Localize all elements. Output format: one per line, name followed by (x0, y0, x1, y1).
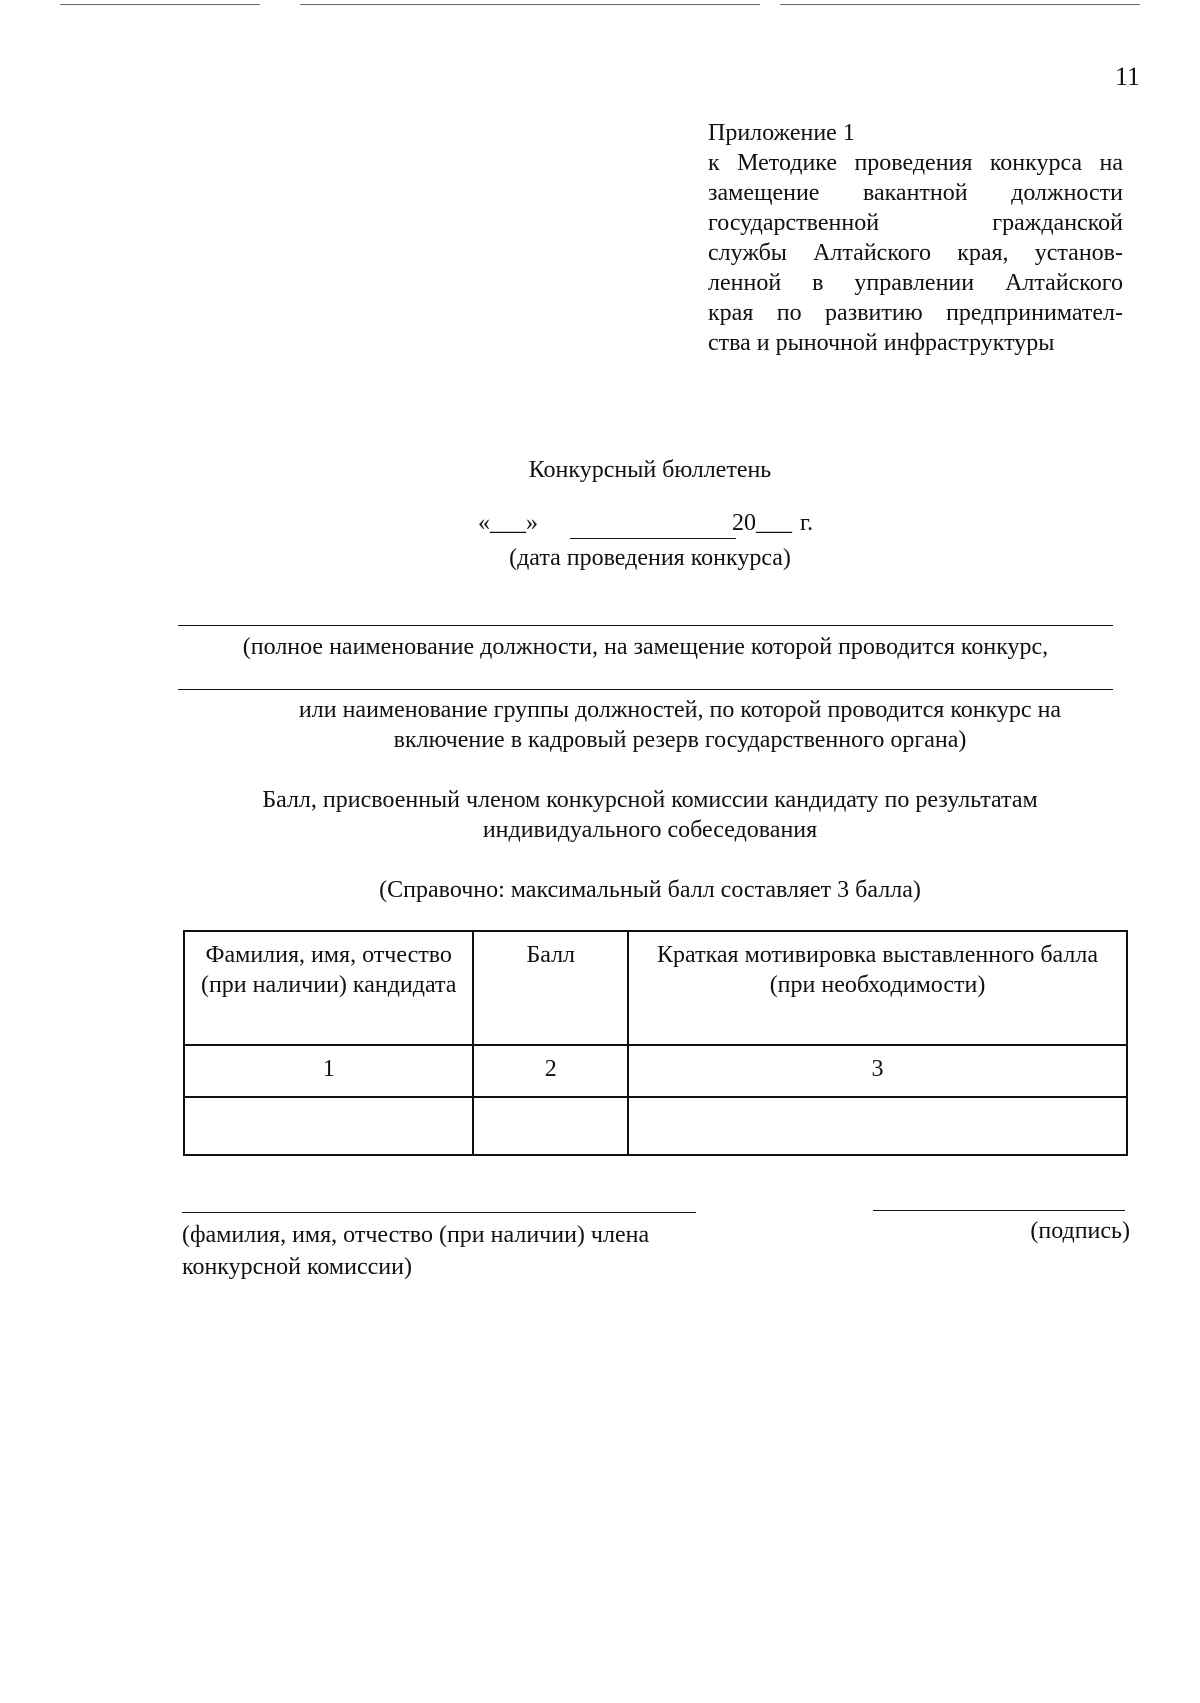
appendix-line: Приложение 1 (708, 120, 855, 146)
appendix-line: ленной в управлении Алтайского (708, 270, 1123, 296)
appendix-line: службы Алтайского края, установ- (708, 240, 1123, 266)
column-number: 3 (628, 1045, 1127, 1097)
reference-note: (Справочно: максимальный балл составляет 3 балла) (379, 877, 921, 903)
scan-edge-line (300, 4, 760, 5)
signature-line (873, 1210, 1125, 1211)
score-cell[interactable] (473, 1097, 628, 1155)
appendix-line: государственной гражданской (708, 210, 1123, 236)
scan-edge-line (780, 4, 1140, 5)
header-reason: Краткая мотивировка выставленного балла (при необходимости) (628, 931, 1127, 1045)
date-year-suffix: г. (800, 510, 814, 536)
appendix-line: края по развитию предпринимател- (708, 300, 1123, 326)
member-name-label: конкурсной комиссии) (182, 1254, 412, 1280)
appendix-line: замещение вакантной должности (708, 180, 1123, 206)
page-number: 11 (1114, 62, 1140, 91)
position-caption: или наименование группы должностей, по которой проводится конкурс на (298, 697, 1062, 723)
appendix-line: ства и рыночной инфраструктуры (708, 330, 1055, 356)
header-score: Балл (473, 931, 628, 1045)
document-title: Конкурсный бюллетень (528, 457, 772, 483)
appendix-block (708, 118, 1123, 358)
header-candidate-name: Фамилия, имя, отчество (при наличии) кандидата (184, 931, 473, 1045)
date-day: «___» (478, 510, 538, 536)
date-caption: (дата проведения конкурса) (509, 545, 791, 571)
position-blank-line (178, 625, 1113, 626)
scan-edge-line (60, 4, 260, 5)
date-line (470, 510, 830, 540)
score-description: индивидуального собеседования (482, 817, 818, 843)
reason-cell[interactable] (628, 1097, 1127, 1155)
table-row (184, 1097, 1127, 1155)
member-name-line (182, 1212, 696, 1213)
table-header-row (184, 931, 1127, 1045)
signature-label: (подпись) (1030, 1218, 1130, 1244)
date-month-blank (570, 538, 736, 539)
position-caption: включение в кадровый резерв государственного органа) (393, 727, 967, 753)
column-number: 1 (184, 1045, 473, 1097)
position-blank-line (178, 689, 1113, 690)
candidate-name-cell[interactable] (184, 1097, 473, 1155)
table-number-row (184, 1045, 1127, 1097)
member-name-label: (фамилия, имя, отчество (при наличии) члена (182, 1222, 650, 1248)
date-year: 20___ (732, 510, 792, 536)
position-caption: (полное наименование должности, на замещение которой проводится конкурс, (242, 634, 1049, 660)
column-number: 2 (473, 1045, 628, 1097)
score-table (183, 930, 1128, 1156)
score-description: Балл, присвоенный членом конкурсной комиссии кандидату по результатам (262, 787, 1038, 813)
appendix-line: к Методике проведения конкурса на (708, 150, 1123, 176)
